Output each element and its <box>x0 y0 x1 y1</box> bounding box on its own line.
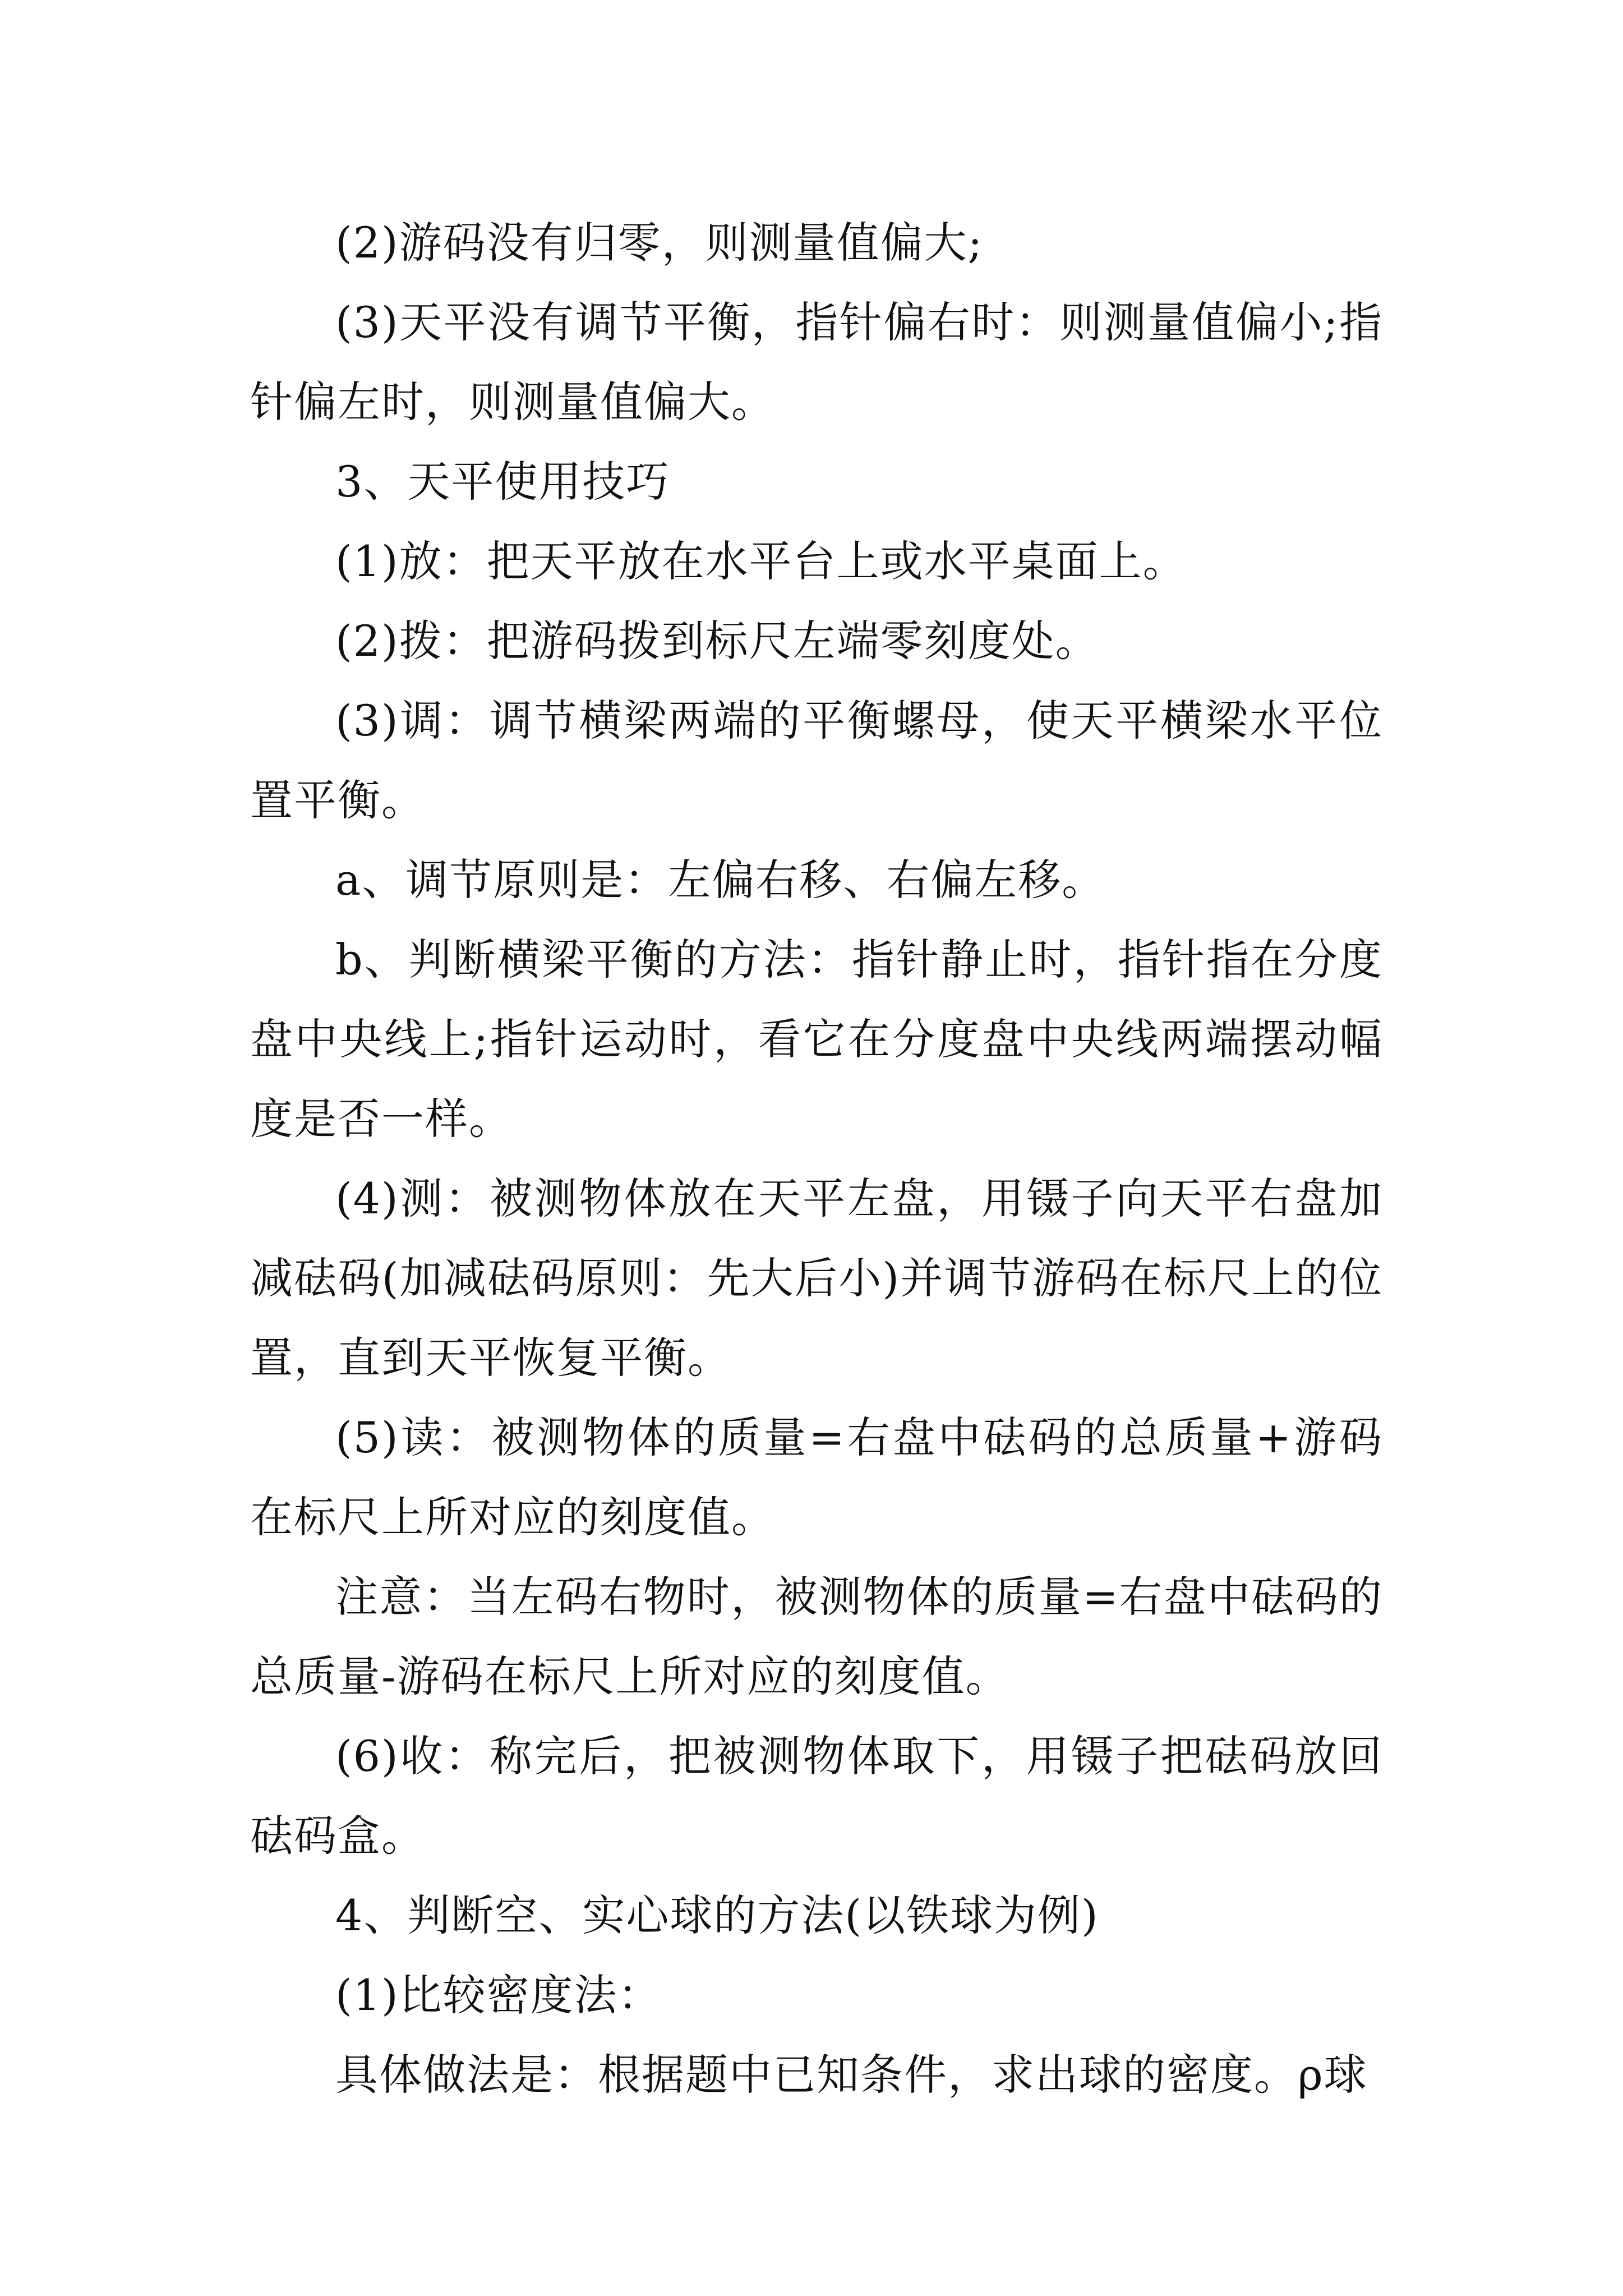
paragraph-step-adjust: (3)调：调节横梁两端的平衡螺母，使天平横梁水平位置平衡。 <box>250 696 1383 825</box>
paragraph-step-read: (5)读：被测物体的质量=右盘中砝码的总质量+游码在标尺上所对应的刻度值。 <box>250 1412 1383 1542</box>
paragraph-note-reversed: 注意：当左码右物时，被测物体的质量=右盘中砝码的总质量-游码在标尺上所对应的刻度值。 <box>250 1572 1383 1701</box>
paragraph-judge-beam-balance: b、判断横梁平衡的方法：指针静止时，指针指在分度盘中央线上;指针运动时，看它在分度盘中央线两端摆动幅度是否一样。 <box>250 935 1383 1144</box>
heading-hollow-solid-ball: 4、判断空、实心球的方法(以铁球为例) <box>335 1890 1099 1940</box>
document-body <box>250 203 1383 2115</box>
paragraph-step-measure: (4)测：被测物体放在天平左盘，用镊子向天平右盘加减砝码(加减砝码原则：先大后小)并调节游码在标尺上的位置，直到天平恢复平衡。 <box>250 1174 1383 1383</box>
heading-balance-usage-tips: 3、天平使用技巧 <box>335 457 670 507</box>
paragraph-step-move-rider: (2)拨：把游码拨到标尺左端零刻度处。 <box>335 616 1099 666</box>
paragraph-vernier-not-zeroed: (2)游码没有归零，则测量值偏大; <box>335 218 984 268</box>
paragraph-balance-not-adjusted: (3)天平没有调节平衡，指针偏右时：则测量值偏小;指针偏左时，则测量值偏大。 <box>250 297 1383 427</box>
paragraph-adjust-principle: a、调节原则是：左偏右移、右偏左移。 <box>335 855 1106 905</box>
paragraph-step-place: (1)放：把天平放在水平台上或水平桌面上。 <box>335 536 1187 586</box>
paragraph-step-collect: (6)收：称完后，把被测物体取下，用镊子把砝码放回砝码盒。 <box>250 1731 1383 1861</box>
paragraph-method-detail: 具体做法是：根据题中已知条件，求出球的密度。ρ球 <box>335 2050 1368 2100</box>
paragraph-compare-density: (1)比较密度法： <box>335 1970 662 2020</box>
